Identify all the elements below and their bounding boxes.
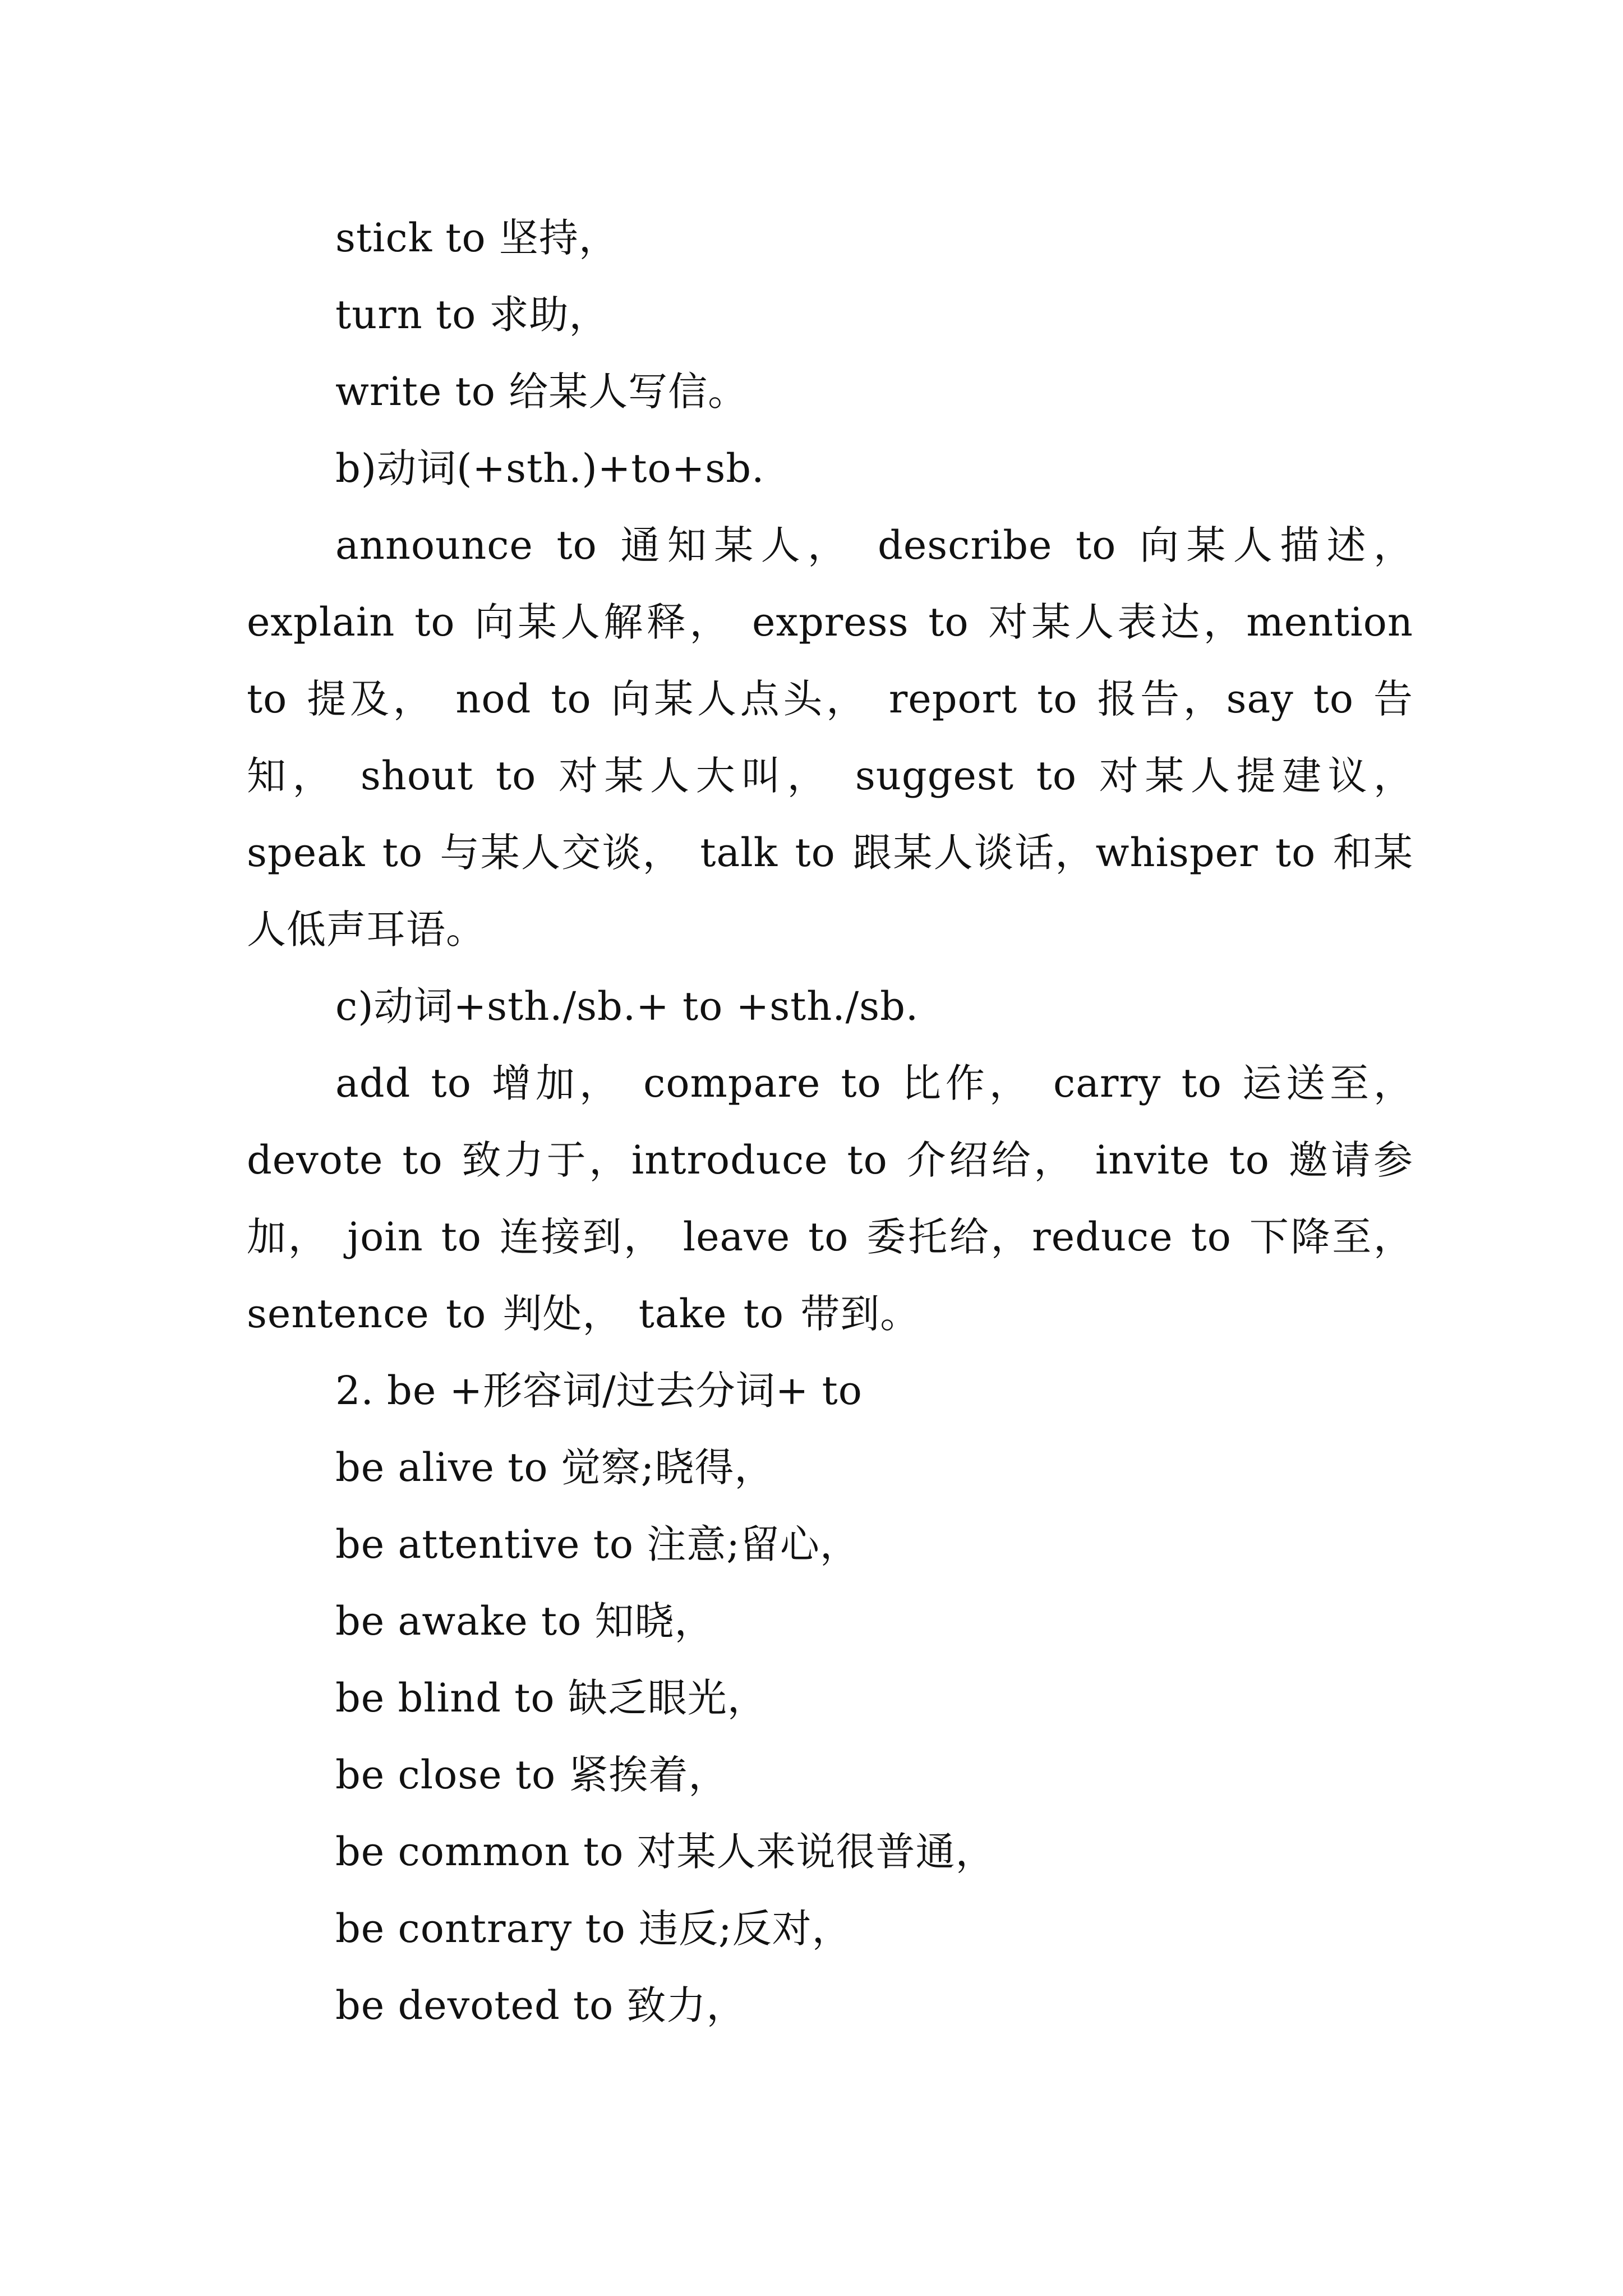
line-be-alive-to: be alive to 觉察;晓得， (335, 1444, 774, 1490)
heading-2: 2. be +形容词/过去分词+ to (335, 1368, 863, 1414)
heading-b: b)动词(+sth.)+to+sb. (335, 445, 765, 491)
paragraph-b: announce to 通知某人， describe to 向某人描述，explain to 向某人解释， express to 对某人表达，mention to 提及， nod to 向某人点头， report to 报告，say to 告知， shout to 对某人大叫， suggest to 对某人提建议，speak to 与某人交谈， talk to 跟某人谈话，whisper to 和某人低声耳语。 (247, 522, 1413, 953)
paragraph-c: add to 增加， compare to 比作， carry to 运送至，devote to 致力于，introduce to 介绍给， invite to 邀请参加， join to 连接到， leave to 委托给，reduce to 下降至， sentence to 判处， take to 带到。 (247, 1060, 1413, 1337)
line-write-to: write to 给某人写信。 (335, 369, 748, 415)
line-be-close-to: be close to 紧挨着， (335, 1752, 728, 1798)
line-be-devoted-to: be devoted to 致力， (335, 1982, 746, 2028)
line-be-blind-to: be blind to 缺乏眼光， (335, 1675, 767, 1721)
line-stick-to: stick to 坚持， (335, 215, 619, 261)
line-be-common-to: be common to 对某人来说很普通， (335, 1829, 995, 1875)
line-turn-to: turn to 求助， (335, 292, 609, 338)
text-body (247, 200, 1413, 2044)
line-be-attentive-to: be attentive to 注意;留心， (335, 1521, 860, 1567)
line-be-awake-to: be awake to 知晓， (335, 1598, 714, 1644)
heading-c: c)动词+sth./sb.+ to +sth./sb. (335, 983, 919, 1029)
line-be-contrary-to: be contrary to 违反;反对， (335, 1906, 852, 1952)
